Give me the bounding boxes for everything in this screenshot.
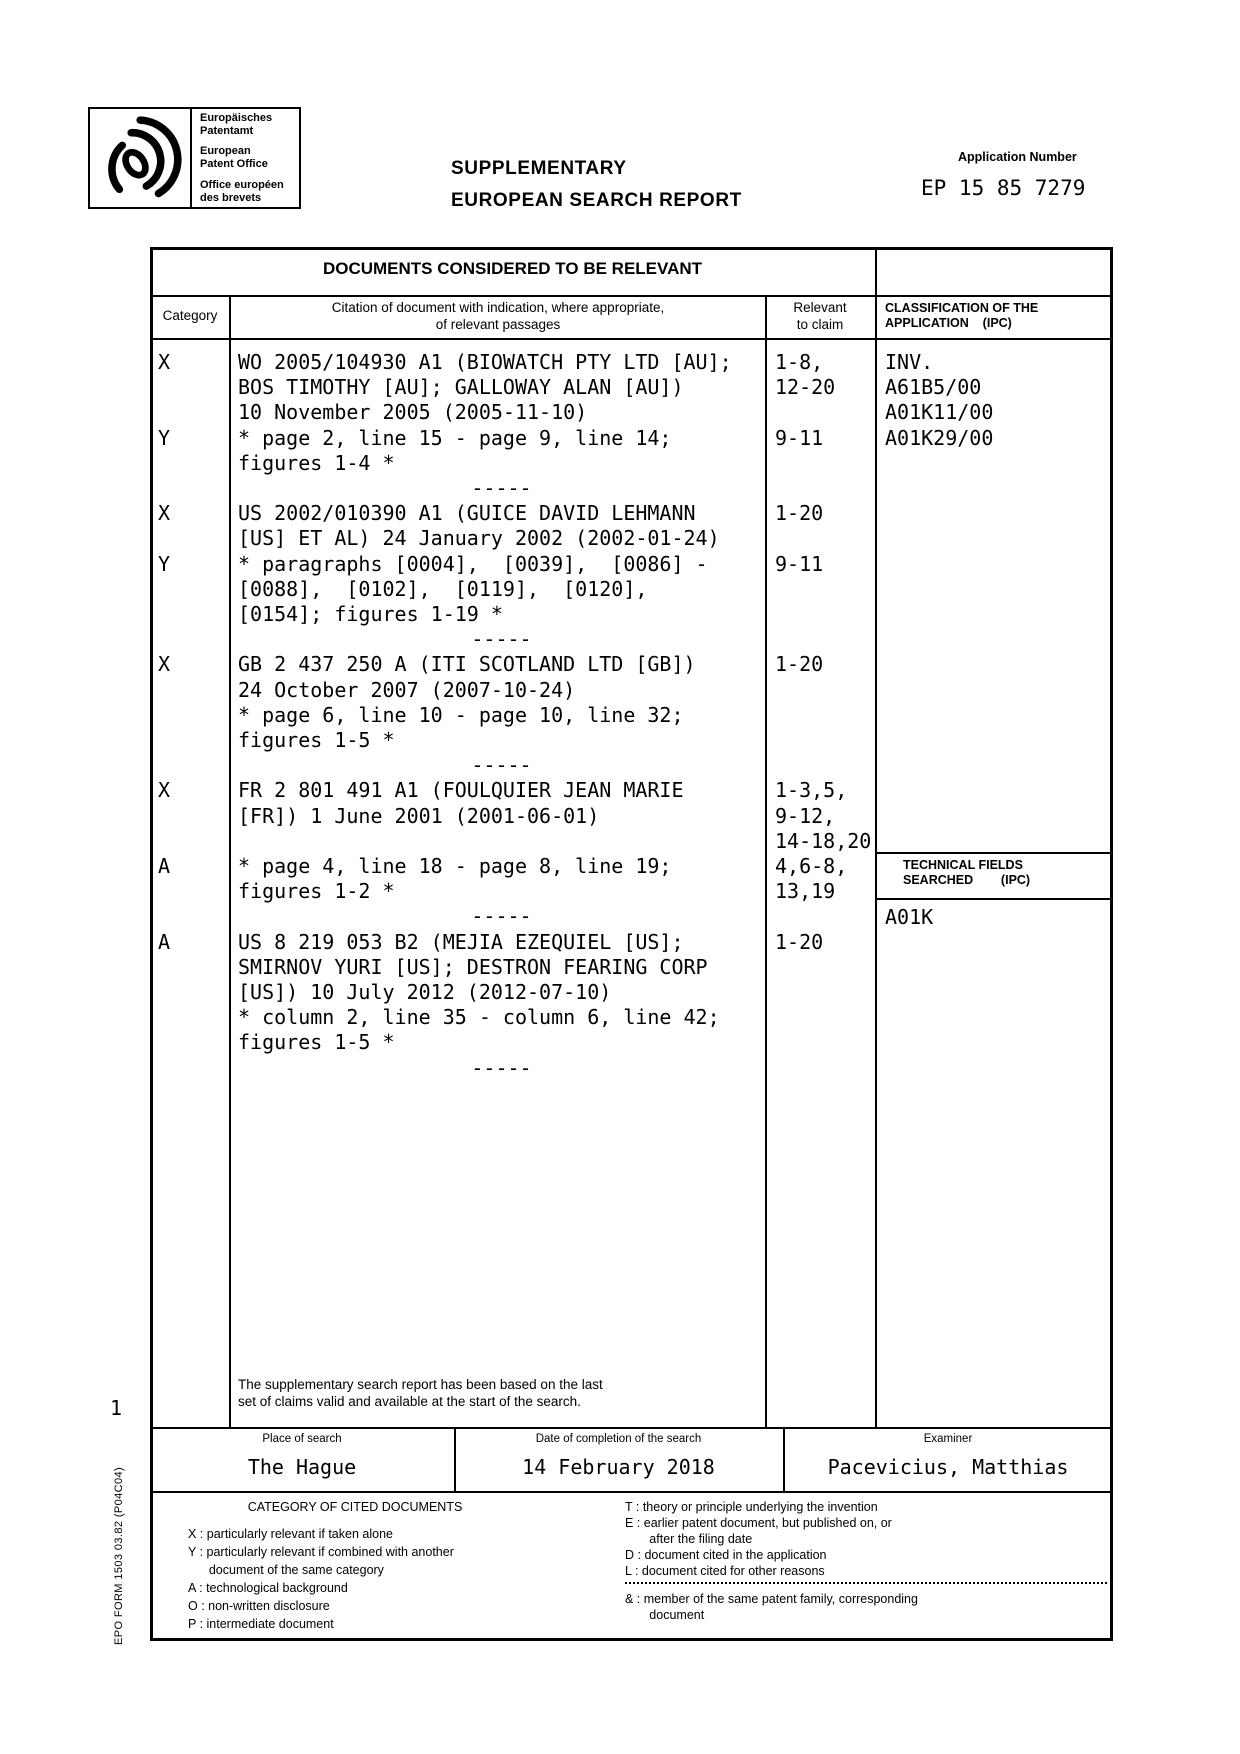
citation-text: * page 6, line 10 - page 10, line 32; — [238, 703, 684, 727]
category-letter: X — [158, 778, 171, 802]
citation-text: 10 November 2005 (2005-11-10) — [238, 400, 588, 424]
table-line — [229, 295, 231, 1429]
relevant-claims: 1-20 — [775, 652, 824, 676]
relevant-claims: 1-20 — [775, 501, 824, 525]
legend-left-item: document of the same category — [188, 1563, 384, 1577]
separator-line: ----- — [471, 904, 532, 928]
legend-left-item: P : intermediate document — [188, 1617, 334, 1631]
citation-text: * paragraphs [0004], [0039], [0086] - — [238, 552, 708, 576]
citation-text: GB 2 437 250 A (ITI SCOTLAND LTD [GB]) — [238, 652, 696, 676]
date-of-completion-label: Date of completion of the search — [535, 1433, 702, 1445]
table-line — [150, 338, 1113, 340]
citation-text: figures 1-5 * — [238, 728, 395, 752]
technical-fields-label: TECHNICAL FIELDS SEARCHED (IPC) — [903, 858, 1031, 887]
citation-text: * page 2, line 15 - page 9, line 14; — [238, 426, 672, 450]
col-header-classification: CLASSIFICATION OF THE APPLICATION (IPC) — [885, 301, 1039, 330]
citation-text: figures 1-4 * — [238, 451, 395, 475]
relevant-claims: 9-12, — [775, 804, 836, 828]
separator-line: ----- — [471, 1056, 532, 1080]
application-number: EP 15 85 7279 — [921, 176, 1086, 200]
relevant-claims: 14-18,20 — [775, 829, 872, 853]
citation-text: 24 October 2007 (2007-10-24) — [238, 678, 576, 702]
technical-fields-box-top — [875, 852, 1113, 854]
classification-line: A01K29/00 — [885, 426, 994, 450]
relevant-claims: 1-8, — [775, 350, 824, 374]
citation-text: US 8 219 053 B2 (MEJIA EZEQUIEL [US]; — [238, 930, 684, 954]
logo-divider — [190, 107, 192, 209]
footer-top-line — [150, 1427, 1113, 1429]
category-letter: A — [158, 930, 171, 954]
epo-name-german: Europäisches Patentamt — [200, 112, 273, 137]
relevant-claims: 13,19 — [775, 879, 836, 903]
report-title-line1: SUPPLEMENTARY — [451, 158, 627, 179]
classification-line: A61B5/00 — [885, 375, 982, 399]
application-number-label: Application Number — [958, 150, 1077, 164]
citation-text: [FR]) 1 June 2001 (2001-06-01) — [238, 804, 600, 828]
table-line — [150, 295, 1113, 297]
relevant-claims: 9-11 — [775, 552, 824, 576]
legend-right-item: L : document cited for other reasons — [625, 1564, 825, 1578]
examiner-label: Examiner — [923, 1433, 973, 1445]
category-letter: X — [158, 652, 171, 676]
separator-line: ----- — [471, 753, 532, 777]
category-letter: Y — [158, 426, 171, 450]
table-line — [875, 247, 877, 1429]
relevant-claims: 1-20 — [775, 930, 824, 954]
col-header-relevant: Relevant to claim — [793, 300, 847, 332]
epo-form-id: EPO FORM 1503 03.82 (P04C04) — [113, 1466, 125, 1645]
examiner-value: Pacevicius, Matthias — [827, 1455, 1069, 1479]
place-of-search-label: Place of search — [262, 1433, 342, 1445]
category-letter: X — [158, 501, 171, 525]
category-letter: X — [158, 350, 171, 374]
col-header-category: Category — [162, 308, 218, 323]
citation-text: [US] ET AL) 24 January 2002 (2002-01-24) — [238, 526, 720, 550]
relevant-claims: 1-3,5, — [775, 778, 848, 802]
technical-fields-box-bottom — [875, 898, 1113, 900]
legend-right-item: & : member of the same patent family, corresponding — [625, 1592, 918, 1606]
col-header-citation: Citation of document with indication, where appropriate, of relevant passages — [331, 300, 665, 332]
classification-line: INV. — [885, 350, 934, 374]
citation-text: [0154]; figures 1-19 * — [238, 602, 503, 626]
citation-text: SMIRNOV YURI [US]; DESTRON FEARING CORP — [238, 955, 708, 979]
separator-line: ----- — [471, 476, 532, 500]
citation-text: WO 2005/104930 A1 (BIOWATCH PTY LTD [AU]; — [238, 350, 732, 374]
epo-name-english: European Patent Office — [200, 145, 268, 170]
relevant-claims: 9-11 — [775, 426, 824, 450]
search-basis-note: The supplementary search report has been based on the last set of claims valid and available at the start of the search. — [238, 1377, 603, 1409]
legend-right-item: T : theory or principle underlying the invention — [625, 1500, 878, 1514]
report-title-line2: EUROPEAN SEARCH REPORT — [451, 190, 742, 211]
citation-text: * page 4, line 18 - page 8, line 19; — [238, 854, 672, 878]
citation-text: [0088], [0102], [0119], [0120], — [238, 577, 648, 601]
table-line — [765, 295, 767, 1429]
citation-text: figures 1-2 * — [238, 879, 395, 903]
legend-title: CATEGORY OF CITED DOCUMENTS — [247, 1500, 463, 1514]
relevant-claims: 12-20 — [775, 375, 836, 399]
epo-logo-icon — [99, 116, 183, 200]
legend-right-item: document — [625, 1608, 705, 1622]
legend-right-item: E : earlier patent document, but published on, or — [625, 1516, 892, 1530]
relevant-claims: 4,6-8, — [775, 854, 848, 878]
legend-top-line — [150, 1491, 1113, 1493]
date-of-completion-value: 14 February 2018 — [522, 1455, 715, 1479]
citation-text: US 2002/010390 A1 (GUICE DAVID LEHMANN — [238, 501, 696, 525]
legend-left-item: A : technological background — [188, 1581, 348, 1595]
legend-left-item: O : non-written disclosure — [188, 1599, 330, 1613]
category-letter: Y — [158, 552, 171, 576]
legend-right-item: after the filing date — [625, 1532, 753, 1546]
category-letter: A — [158, 854, 171, 878]
citation-text: [US]) 10 July 2012 (2012-07-10) — [238, 980, 612, 1004]
citation-text: * column 2, line 35 - column 6, line 42; — [238, 1005, 720, 1029]
legend-left-item: Y : particularly relevant if combined with another — [188, 1545, 454, 1559]
separator-line: ----- — [471, 627, 532, 651]
citation-text: BOS TIMOTHY [AU]; GALLOWAY ALAN [AU]) — [238, 375, 684, 399]
legend-right-item: D : document cited in the application — [625, 1548, 827, 1562]
place-of-search-value: The Hague — [247, 1455, 357, 1479]
legend-dotted-separator — [625, 1582, 1107, 1584]
classification-line: A01K11/00 — [885, 400, 994, 424]
legend-left-item: X : particularly relevant if taken alone — [188, 1527, 393, 1541]
sheet-number: 1 — [110, 1396, 123, 1420]
table-title: DOCUMENTS CONSIDERED TO BE RELEVANT — [322, 259, 703, 278]
epo-name-french: Office européen des brevets — [200, 179, 284, 204]
citation-text: FR 2 801 491 A1 (FOULQUIER JEAN MARIE — [238, 778, 684, 802]
citation-text: figures 1-5 * — [238, 1030, 395, 1054]
technical-fields-value: A01K — [885, 905, 934, 929]
